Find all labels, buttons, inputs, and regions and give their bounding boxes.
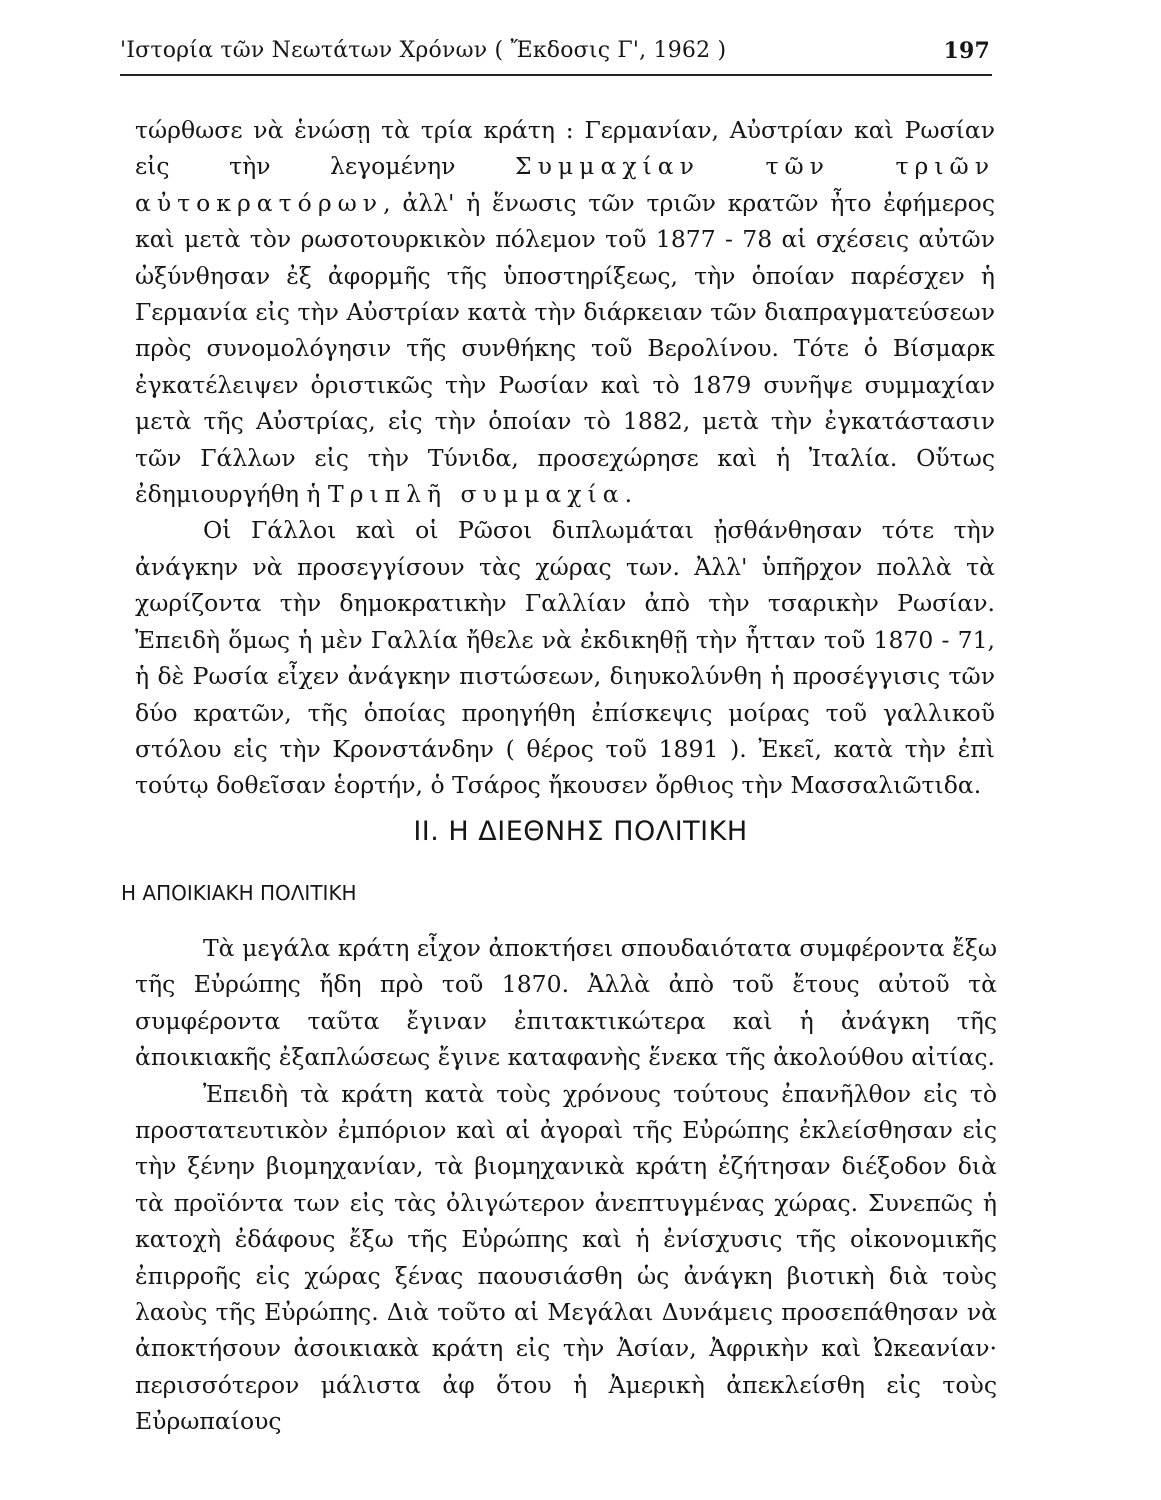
paragraph-franco-russian: Οἱ Γάλλοι καὶ οἱ Ρῶσοι διπλωμάται ᾐσθάνθησαν τότε τὴν ἀνάγκην νὰ προσεγγίσουν τὰς χώρας των. Ἀλλ' ὑπῆρχον πολλὰ τὰ χωρίζοντα τὴν δημοκρατικὴν Γαλλίαν ἀπὸ τὴν τσαρικὴν Ρωσίαν. Ἐπειδὴ ὅμως ἡ μὲν Γαλλία ἤθελε νὰ ἐκδικηθῇ τὴν ἧτταν τοῦ 1870 - 71, ἡ δὲ Ρωσία εἶχεν ἀνάγκην πιστώσεων, διηυκολύνθη ἡ προσέγγισις τῶν δύο κρατῶν, τῆς ὁποίας προηγήθη ἐπίσκεψις μοίρας τοῦ γαλλικοῦ στόλου εἰς τὴν Κρονστάνδην ( θέρος τοῦ 1891 ). Ἐκεῖ, κατὰ τὴν ἐπὶ τούτῳ δοθεῖσαν ἑορτήν, ὁ Τσάρος ἤκουσεν ὄρθιος τὴν Μασσαλιῶτιδα. [135,516,995,800]
body-text-bottom [135,930,997,1440]
running-title: 'Ιστορία τῶν Νεωτάτων Χρόνων ( Ἔκδοσις Γ', 1962 ) [120,38,727,63]
body-text-top [135,112,995,804]
text-run: . [624,480,633,509]
spaced-term-three-emperors: Συμμαχίαν τῶν τριῶν αὐτοκρατόρων [135,152,995,217]
text-run: , ἀλλ' ἡ ἕνωσις τῶν τριῶν κρατῶν ἦτο ἐφήμερος καὶ μετὰ τὸν ρωσοτουρκικὸν πόλεμον τοῦ 1877 - 78 αἱ σχέσεις αὐτῶν ὠξύνθησαν ἐξ ἀφορμῆς τῆς ὑποστηρίξεως, τὴν ὁποίαν παρέσχεν ἡ Γερμανία εἰς τὴν Αὐστρίαν κατὰ τὴν διάρκειαν τῶν διαπραγματεύσεων πρὸς συνομολόγησιν τῆς συνθήκης τοῦ Βερολίνου. Τότε ὁ Βίσμαρκ ἐγκατέλειψεν ὁριστικῶς τὴν Ρωσίαν καὶ τὸ 1879 συνῆψε συμμαχίαν μετὰ τῆς Αὐστρίας, εἰς τὴν ὁποίαν τὸ 1882, μετὰ τὴν ἐγκατάστασιν τῶν Γάλλων εἰς τὴν Τύνιδα, προσεχώρησε καὶ ἡ Ἰταλία. Οὕτως ἐδημιουργήθη ἡ [135,188,995,509]
paragraph-triple-alliance [135,112,995,512]
page-number: 197 [943,38,990,64]
section-title: II. Η ΔΙΕΘΝΗΣ ΠΟΛΙΤΙΚΗ [413,816,748,847]
sub-title: Η ΑΠΟΙΚΙΑΚΗ ΠΟΛΙΤΙΚΗ [121,881,357,905]
header-rule [120,74,992,76]
paragraph-colonial-causes: Ἐπειδὴ τὰ κράτη κατὰ τοὺς χρόνους τούτους ἐπανῆλθον εἰς τὸ προστατευτικὸν ἐμπόριον καὶ αἱ ἀγοραὶ τῆς Εὐρώπης ἐκλείσθησαν εἰς τὴν ξένην βιομηχανίαν, τὰ βιομηχανικὰ κράτη ἐζήτησαν διέξοδον διὰ τὰ προϊόντα των εἰς τὰς ὀλιγώτερον ἀνεπτυγμένας χώρας. Συνεπῶς ἡ κατοχὴ ἐδάφους ἔξω τῆς Εὐρώπης καὶ ἡ ἐνίσχυσις τῆς οἰκονομικῆς ἐπιρροῆς εἰς χώρας ξένας παουσιάσθη ὡς ἀνάγκη βιοτικὴ διὰ τοὺς λαοὺς τῆς Εὐρώπης. Διὰ τοῦτο αἱ Μεγάλαι Δυνάμεις προσεπάθησαν νὰ ἀποκτήσουν ἀσοικιακὰ κράτη εἰς τὴν Ἀσίαν, Ἀφρικὴν καὶ Ὠκεανίαν· περισσότερον μάλιστα ἀφ ὅτου ἡ Ἀμερικὴ ἀπεκλείσθη εἰς τοὺς Εὐρωπαίους [135,1079,997,1436]
spaced-term-triple-alliance: Τριπλῆ συμμαχία [327,480,625,509]
text-run: τώρθωσε νὰ ἑνώσῃ τὰ τρία κράτη : Γερμανίαν, Αὐστρίαν καὶ Ρωσίαν εἰς τὴν λεγομένην [135,116,995,181]
page-header [120,38,990,70]
paragraph-colonial-interests: Τὰ μεγάλα κράτη εἶχον ἀποκτήσει σπουδαιότατα συμφέροντα ἔξω τῆς Εὐρώπης ἤδη πρὸ τοῦ 1870. Ἀλλὰ ἀπὸ τοῦ ἔτους αὐτοῦ τὰ συμφέροντα ταῦτα ἔγιναν ἐπιτακτικώτερα καὶ ἡ ἀνάγκη τῆς ἀποικιακῆς ἐξαπλώσεως ἔγινε καταφανὴς ἕνεκα τῆς ἀκολούθου αἰτίας. [135,934,997,1072]
